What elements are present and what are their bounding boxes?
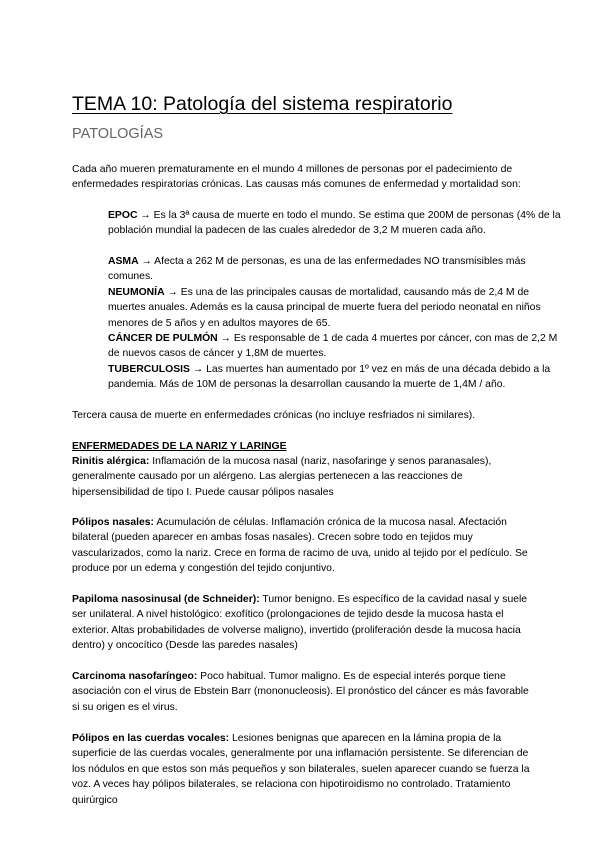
cause-text: → Es responsable de 1 de cada 4 muertes por cáncer, con mas de 2,2 M de nuevos casos de cáncer y 1,8M de muertes.: [108, 333, 558, 360]
entry-term: Papiloma nasosinusal (de Schneider):: [72, 594, 260, 605]
entry-term: Carcinoma nasofaríngeo:: [72, 671, 198, 682]
entry-text: Acumulación de células. Inflamación crónica de la mucosa nasal. Afectación bilateral (pueden aparecer en ambas fosas nasales). Crecen sobre todo en tejidos muy vascularizados, como la nariz. Crece en forma de racimo de uva, unido al tejido por el pedículo. Se produce por un edema y congestión del tejido conjuntivo.: [72, 517, 528, 575]
intro-paragraph: Cada año mueren prematuramente en el mundo 4 millones de personas por el padecimiento de enfermedades respiratorias crónicas. Las causas más comunes de enfermedad y mortalidad son:: [72, 164, 521, 191]
disease-entry: [72, 731, 532, 808]
entry-text: Inflamación de la mucosa nasal (nariz, nasofaringe y senos paranasales), generalmente causado por un alérgeno. Las alergias pertenecen a las reacciones de hipersensibilidad de tipo I. Puede causar pólipos nasales: [72, 456, 492, 498]
cause-name: TUBERCULOSIS: [108, 364, 190, 375]
cause-item: [72, 331, 568, 362]
cause-name: EPOC: [108, 210, 138, 221]
entry-text: Poco habitual. Tumor maligno. Es de especial interés porque tiene asociación con el virus de Ebstein Barr (mononucleosis). El pronóstico del cáncer es más favorable si su origen es el virus.: [72, 671, 529, 713]
page-title: TEMA 10: Patología del sistema respiratorio: [72, 93, 453, 115]
cause-item: [72, 285, 568, 331]
entry-term: Pólipos nasales:: [72, 517, 154, 528]
section-subtitle: PATOLOGÍAS: [72, 126, 164, 142]
entry-term: Pólipos en las cuerdas vocales:: [72, 733, 230, 744]
section-heading: ENFERMEDADES DE LA NARIZ Y LARINGE: [72, 441, 287, 452]
disease-entry: [72, 515, 532, 577]
cause-text: → Es una de las principales causas de mortalidad, causando más de 2,4 M de muertes anuales. Además es la causa principal de muerte fuera del periodo neonatal en niños menores de 5 años y en adultos mayores de 65.: [108, 287, 541, 329]
entry-text: Lesiones benignas que aparecen en la lámina propia de la superficie de las cuerdas vocales, generalmente por una inflamación persistente. Se diferencian de los nódulos en que estos son más pequeños y son bilaterales, suelen aparecer cuando se fuerza la voz. A veces hay pólipos bilaterales, se relaciona con hipotiroidismo no controlado. Tratamiento quirúrgico: [72, 733, 530, 806]
cause-name: NEUMONÍA: [108, 287, 165, 298]
cause-name: ASMA: [108, 256, 139, 267]
cause-item: [72, 208, 568, 239]
entry-text: Tumor benigno. Es específico de la cavidad nasal y suele ser unilateral. A nivel histológico: exofítico (prolongaciones de tejido desde la mucosa hasta el exterior. Altas probabilidades de volverse maligno), invertido (proliferación desde la mucosa hacia dentro) y oncocítico (Desde las paredes nasales): [72, 594, 528, 652]
cause-text: → Afecta a 262 M de personas, es una de las enfermedades NO transmisibles más comunes.: [108, 256, 526, 283]
cause-name: CÁNCER DE PULMÓN: [108, 333, 218, 344]
disease-entry: [72, 669, 532, 715]
disease-entry: [72, 454, 532, 500]
cause-text: → Las muertes han aumentado por 1º vez en más de una década debido a la pandemia. Más de 10M de personas la desarrollan causando la muerte de 1,4M / año.: [108, 364, 551, 391]
cause-text: → Es la 3ª causa de muerte en todo el mundo. Se estima que 200M de personas (4% de la población mundial la padecen de las cuales alrededor de 3,2 M mueren cada año.: [108, 210, 561, 237]
cause-item: [72, 362, 568, 393]
entry-term: Rinitis alérgica:: [72, 456, 150, 467]
closing-paragraph: Tercera causa de muerte en enfermedades crónicas (no incluye resfriados ni similares).: [72, 410, 476, 421]
disease-entry: [72, 592, 532, 654]
cause-item: [72, 254, 568, 285]
